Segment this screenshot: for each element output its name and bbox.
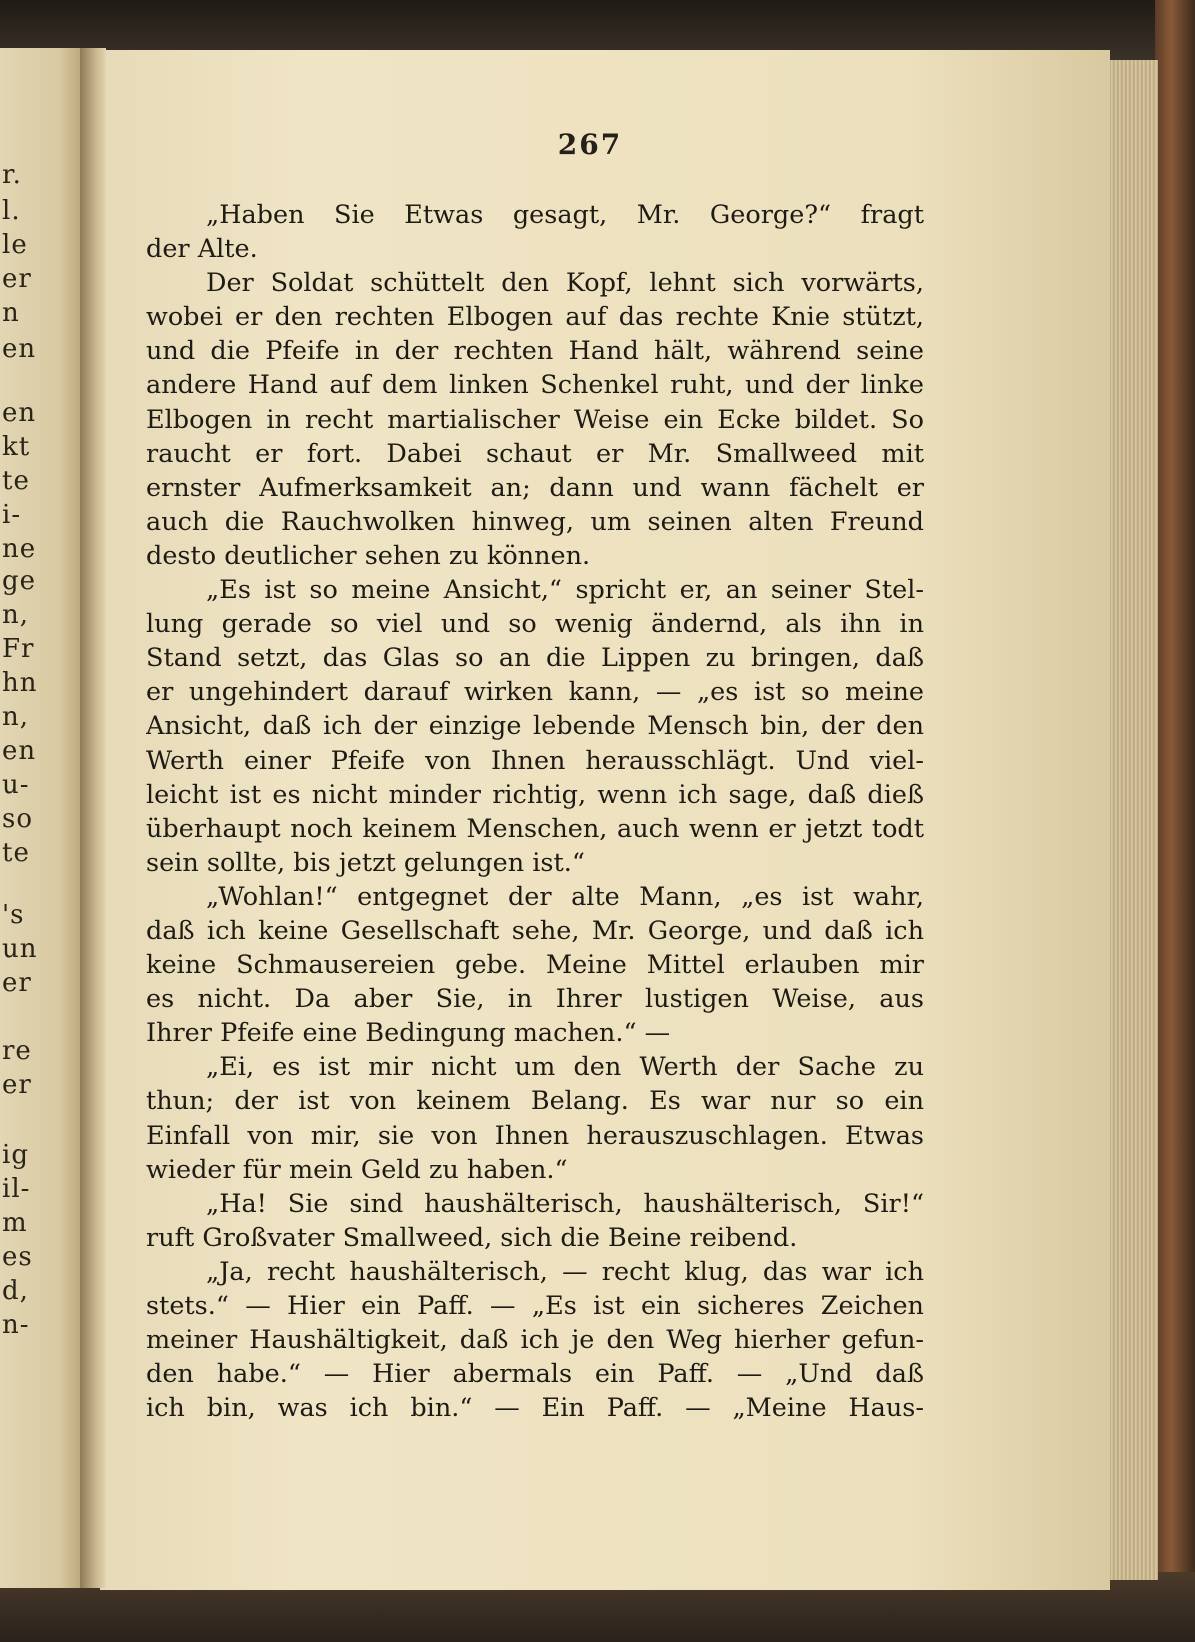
text-line: Ihrer Pfeife eine Bedingung machen.“ —	[146, 1018, 671, 1049]
text-line: andere Hand auf dem linken Schenkel ruht, und der linke	[146, 370, 924, 401]
facing-page-fragment: i-	[2, 500, 22, 530]
text-line: der Alte.	[146, 234, 258, 265]
text-line: Einfall von mir, sie von Ihnen herauszuschlagen. Etwas	[146, 1120, 924, 1151]
text-line: lung gerade so viel und so wenig ändernd, als ihn in	[146, 609, 924, 640]
facing-page-fragment: n-	[2, 1310, 30, 1340]
text-line: wieder für mein Geld zu haben.“	[146, 1154, 568, 1185]
facing-page-fragment: un	[2, 934, 38, 964]
facing-page-fragment: m	[2, 1208, 28, 1238]
page-number: 267	[557, 128, 623, 161]
text-line: „Ha! Sie sind haushälterisch, haushälterisch, Sir!“	[206, 1188, 924, 1219]
text-line: wobei er den rechten Elbogen auf das rechte Knie stützt,	[146, 302, 924, 333]
text-line: desto deutlicher sehen zu können.	[146, 540, 591, 571]
text-line: es nicht. Da aber Sie, in Ihrer lustigen Weise, aus	[146, 984, 924, 1015]
facing-page-fragment: kt	[2, 432, 31, 462]
facing-page-fragment: hn	[2, 668, 38, 698]
page-gutter	[80, 48, 106, 1588]
facing-page-fragment: ig	[2, 1140, 29, 1170]
facing-page-fragment: re	[2, 1036, 32, 1066]
facing-page-fragment: le	[2, 230, 28, 260]
facing-page-fragment: u-	[2, 770, 30, 800]
page-text	[146, 198, 924, 1425]
facing-page-fragment: r.	[2, 160, 22, 190]
facing-page-fragment: Fr	[2, 634, 35, 664]
text-line: auch die Rauchwolken hinweg, um seinen alten Freund	[146, 506, 924, 537]
text-line: „Ja, recht haushälterisch, — recht klug, das war ich	[206, 1256, 924, 1287]
text-line: „Ei, es ist mir nicht um den Werth der Sache zu	[206, 1052, 924, 1083]
facing-page-fragment: te	[2, 466, 30, 496]
facing-page-fragment: en	[2, 398, 37, 428]
text-line: sein sollte, bis jetzt gelungen ist.“	[146, 847, 585, 878]
text-line: meiner Haushältigkeit, daß ich je den Weg hierher gefun-	[146, 1325, 924, 1356]
text-line: er ungehindert darauf wirken kann, — „es ist so meine	[146, 677, 924, 708]
facing-page-fragment: so	[2, 804, 33, 834]
text-line: raucht er fort. Dabei schaut er Mr. Smallweed mit	[146, 438, 924, 469]
text-line: ich bin, was ich bin.“ — Ein Paff. — „Meine Haus-	[146, 1393, 924, 1424]
text-line: Der Soldat schüttelt den Kopf, lehnt sich vorwärts,	[206, 268, 924, 299]
facing-page-fragment: es	[2, 1242, 33, 1272]
text-line: stets.“ — Hier ein Paff. — „Es ist ein sicheres Zeichen	[146, 1291, 924, 1321]
text-line: thun; der ist von keinem Belang. Es war nur so ein	[146, 1086, 924, 1117]
text-line: Stand setzt, das Glas so an die Lippen zu bringen, daß	[146, 643, 924, 674]
facing-page-fragment: n,	[2, 600, 30, 630]
facing-page	[0, 48, 84, 1588]
text-line: „Wohlan!“ entgegnet der alte Mann, „es ist wahr,	[206, 881, 924, 912]
facing-page-fragment: n	[2, 298, 20, 328]
facing-page-fragment: ne	[2, 534, 37, 564]
facing-page-fragment: er	[2, 968, 32, 998]
facing-page-fragment: d,	[2, 1276, 29, 1306]
text-line: und die Pfeife in der rechten Hand hält, während seine	[146, 336, 924, 367]
facing-page-fragment: l.	[2, 196, 21, 226]
facing-page-fragment: er	[2, 264, 32, 294]
facing-page-fragment: il-	[2, 1174, 31, 1204]
text-line: Werth einer Pfeife von Ihnen herausschlägt. Und viel-	[146, 745, 924, 776]
text-line: ruft Großvater Smallweed, sich die Beine reibend.	[146, 1222, 798, 1253]
text-line: leicht ist es nicht minder richtig, wenn ich sage, daß dieß	[146, 779, 924, 810]
text-line: daß ich keine Gesellschaft sehe, Mr. George, und daß ich	[146, 915, 924, 946]
facing-page-fragment: 's	[2, 900, 25, 930]
text-line: „Es ist so meine Ansicht,“ spricht er, an seiner Stel-	[206, 575, 924, 606]
facing-page-fragment: n,	[2, 702, 30, 732]
text-line: überhaupt noch keinem Menschen, auch wenn er jetzt todt	[146, 813, 924, 844]
text-line: „Haben Sie Etwas gesagt, Mr. George?“ fragt	[206, 200, 924, 230]
text-line: Ansicht, daß ich der einzige lebende Mensch bin, der den	[146, 711, 924, 742]
facing-page-fragment: en	[2, 736, 37, 766]
text-line: den habe.“ — Hier abermals ein Paff. — „Und daß	[146, 1359, 924, 1390]
facing-page-fragment: te	[2, 838, 30, 868]
facing-page-fragment: ge	[2, 566, 37, 596]
binding-right	[1155, 0, 1195, 1642]
text-line: Elbogen in recht martialischer Weise ein Ecke bildet. So	[146, 404, 924, 435]
facing-page-fragment: er	[2, 1070, 32, 1100]
facing-page-fragment: en	[2, 334, 37, 364]
text-line: ernster Aufmerksamkeit an; dann und wann fächelt er	[146, 472, 924, 503]
text-line: keine Schmausereien gebe. Meine Mittel erlauben mir	[146, 950, 924, 981]
